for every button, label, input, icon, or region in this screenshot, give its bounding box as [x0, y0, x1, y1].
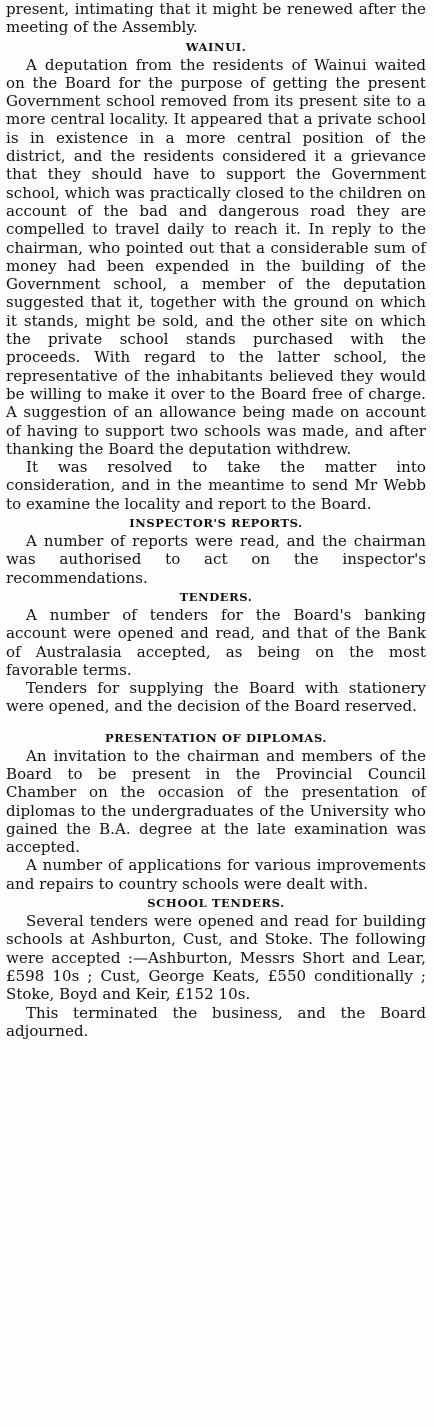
inspectors-reports-paragraph: A number of reports were read, and the chairman was authorised to act on the inspector's recommendations.: [6, 532, 426, 587]
wainui-paragraph-1: A deputation from the residents of Wainui waited on the Board for the purpose of getting the present Government school removed from its present site to a more central locality. It appeared that a private school is in existence in a more central position of the district, and the residents considered it a grievance that they should have to support the Government school, which was practically closed to the children on account of the bad and dangerous road they are compelled to travel daily to reach it. In reply to the chairman, who pointed out that a considerable sum of money had been expended in the building of the Government school, a member of the deputation suggested that it, together with the ground on which it stands, might be sold, and the other site on which the private school stands purchased with the proceeds. With regard to the latter school, the representative of the inhabitants believed they would be willing to make it over to the Board free of charge. A suggestion of an allowance being made on account of having to support two schools was made, and after thanking the Board the deputation withdrew.: [6, 55, 426, 458]
school-tenders-paragraph-1: Several tenders were opened and read for building schools at Ashburton, Cust, and Stoke. The following were accepted :—Ashburton, Messrs Short and Lear, £598 10s ; Cust, George Keats, £550 conditionally ; Stoke, Boyd and Keir, £152 10s.: [6, 912, 426, 1004]
tenders-paragraph-1: A number of tenders for the Board's banking account were opened and read, and that of the Bank of Australasia accepted, as being on the most favorable terms.: [6, 605, 426, 679]
section-heading-tenders: TENDERS.: [179, 589, 253, 604]
tenders-paragraph-2: Tenders for supplying the Board with stationery were opened, and the decision of the Board reserved.: [6, 679, 426, 716]
school-tenders-paragraph-2: This terminated the business, and the Board adjourned.: [6, 1003, 426, 1040]
section-heading-wainui: WAINUI.: [185, 39, 247, 54]
section-heading-presentation-of-diplomas: PRESENTATION OF DIPLOMAS.: [104, 730, 328, 745]
intro-paragraph: present, intimating that it might be renewed after the meeting of the Assembly.: [6, 0, 426, 37]
diplomas-paragraph-1: An invitation to the chairman and members of the Board to be present in the Provincial Council Chamber on the occasion of the presentation of diplomas to the undergraduates of the University who gained the B.A. degree at the late examination was accepted.: [6, 746, 426, 857]
wainui-paragraph-2: It was resolved to take the matter into consideration, and in the meantime to send Mr Webb to examine the locality and report to the Board.: [6, 458, 426, 513]
section-heading-school-tenders: SCHOOL TENDERS.: [147, 896, 285, 911]
diplomas-paragraph-2: A number of applications for various improvements and repairs to country schools were dealt with.: [6, 856, 426, 893]
section-heading-inspectors-reports: INSPECTOR'S REPORTS.: [129, 516, 303, 531]
